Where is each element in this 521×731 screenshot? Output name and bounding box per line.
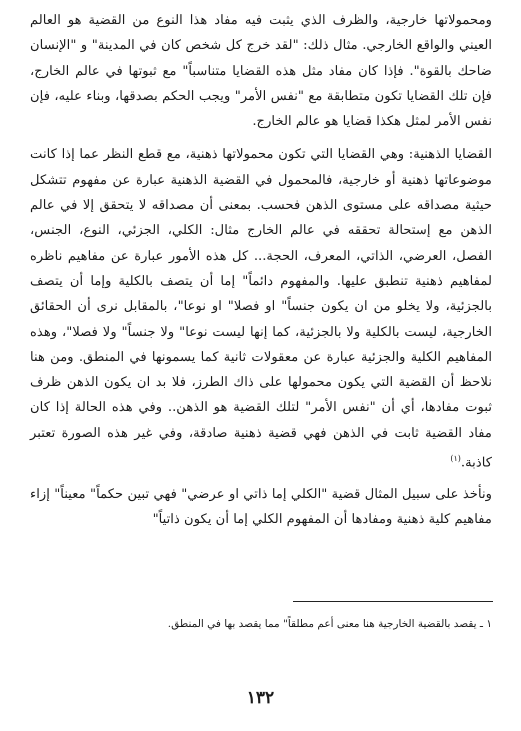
footnote-separator	[293, 601, 493, 602]
paragraph-2-text: القضايا الذهنية: وهي القضايا التي تكون محمولاتها ذهنية، مع قطع النظر عما إذا كانت موضوعاتها ذهنية أو خارجية، فالمحمول في القضية الذهنية عبارة عن مفهوم تتشكل حيثية مصداقه على مستوى الذهن فحسب. بمعنى أن مصداقه لا يتحقق إلا في عالم الذهن مع إستحالة تحققه في عالم الخارج مثال: الكلي، الجزئي، النوع، الجنس، الفصل، العرضي، الذاتي، المعرف، الحجة... كل هذه الأمور عبارة عن مفاهيم ناظره لمفاهيم ذهنية تنطبق عليها. والمفهوم دائماً" إما أن يتصف بالكلية وإما أن يتصف بالجزئية، ولا يخلو من ان يكون جنساً" او فصلا" او نوعا"، بالمقابل نرى أن الحقائق الخارجية، ليست بالكلية ولا بالجزئية، كما إنها ليست نوعا" ولا جنساً" ولا فصلا"، وهذه المفاهيم الكلية والجزئية عبارة عن معقولات ثانية كما يسمونها في المنطق. ومن هنا نلاحظ أن القضية التي يكون محمولها على ذاك الطرز، فلا بد ان يكون الذهن ظرف ثبوت مفادها، أي أن "نفس الأمر" لتلك القضية هو الذهن.. وفي هذه الحالة إذا كان مفاد القضية ثابت في الذهن فهي قضية ذهنية صادقة، وفي غير هذه الصورة تعتبر كاذبة.	[30, 147, 492, 471]
paragraph-2	[30, 142, 492, 475]
paragraph-3: ونأخذ على سبيل المثال قضية "الكلي إما ذاتي او عرضي" فهي تبين حكماً" معيناً" إزاء مفاهيم كلية ذهنية ومفادها أن المفهوم الكلي إما أن يكون ذاتياً"	[30, 486, 492, 528]
page-number: ١٣٢	[246, 688, 275, 708]
footnote-marker: (١)	[450, 454, 461, 464]
paragraph-1: ومحمولاتها خارجية، والظرف الذي يثبت فيه مفاد هذا النوع من القضية هو العالم العيني والواقع الخارجي. مثال ذلك: "لقد خرج كل شخص كان في المدينة" و "الإنسان ضاحك بالقوة". فإذا كان مفاد مثل هذه القضايا متناسباً" مع ثبوتها في عالم الخارج، فإن تلك القضايا تكون متطابقة مع "نفس الأمر" ويجب الحكم بصدقها، وبناء عليه، فإن نفس الأمر لمثل هكذا قضايا هو عالم الخارج.	[30, 13, 492, 130]
page-body	[30, 8, 492, 532]
footnote: ١ ـ يقصد بالقضية الخارجية هنا معنى أعم مطلقاً" مما يقصد بها في المنطق.	[167, 618, 492, 630]
